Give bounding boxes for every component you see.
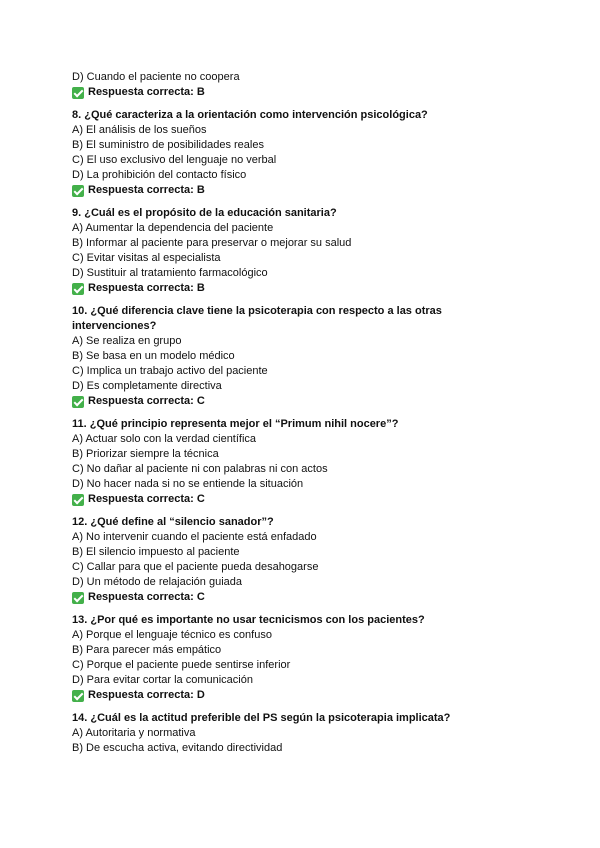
correct-answer-text: Respuesta correcta: C (88, 591, 205, 603)
option-c: C) Porque el paciente puede sentirse inferior (72, 659, 291, 671)
correct-answer (72, 394, 542, 409)
option-d: D) Cuando el paciente no coopera (72, 71, 240, 83)
correct-answer (72, 492, 542, 507)
option-b: B) Se basa en un modelo médico (72, 350, 235, 362)
option-b: B) Priorizar siempre la técnica (72, 448, 219, 460)
correct-answer (72, 688, 542, 703)
option-c: C) No dañar al paciente ni con palabras ni con actos (72, 463, 328, 475)
option-d: D) Un método de relajación guiada (72, 576, 242, 588)
correct-answer (72, 183, 542, 198)
correct-answer-text: Respuesta correcta: B (88, 86, 205, 98)
option-b: B) Para parecer más empático (72, 644, 222, 656)
correct-answer (72, 590, 542, 605)
check-icon (72, 592, 84, 604)
option-a: A) Porque el lenguaje técnico es confuso (72, 629, 272, 641)
option-d: D) Es completamente directiva (72, 380, 222, 392)
option-d: D) Sustituir al tratamiento farmacológico (72, 267, 268, 279)
correct-answer (72, 281, 542, 296)
question-14: 14. ¿Cuál es la actitud preferible del PS según la psicoterapia implicata? (72, 712, 451, 724)
question-13: 13. ¿Por qué es importante no usar tecnicismos con los pacientes? (72, 614, 425, 626)
check-icon (72, 396, 84, 408)
option-c: C) El uso exclusivo del lenguaje no verbal (72, 154, 277, 166)
document-page (72, 70, 542, 756)
option-a: A) Actuar solo con la verdad científica (72, 433, 257, 445)
question-11: 11. ¿Qué principio representa mejor el “Primum nihil nocere”? (72, 418, 399, 430)
option-a: A) Autoritaria y normativa (72, 727, 196, 739)
correct-answer-text: Respuesta correcta: B (88, 282, 205, 294)
option-b: B) El silencio impuesto al paciente (72, 546, 240, 558)
option-c: C) Evitar visitas al especialista (72, 252, 221, 264)
option-b: B) Informar al paciente para preservar o mejorar su salud (72, 237, 352, 249)
check-icon (72, 185, 84, 197)
check-icon (72, 690, 84, 702)
question-12: 12. ¿Qué define al “silencio sanador”? (72, 516, 274, 528)
check-icon (72, 283, 84, 295)
question-8: 8. ¿Qué caracteriza a la orientación como intervención psicológica? (72, 109, 428, 121)
option-d: D) Para evitar cortar la comunicación (72, 674, 253, 686)
option-a: A) Aumentar la dependencia del paciente (72, 222, 274, 234)
correct-answer-text: Respuesta correcta: C (88, 493, 205, 505)
correct-answer-text: Respuesta correcta: D (88, 689, 205, 701)
question-10-line-1: 10. ¿Qué diferencia clave tiene la psicoterapia con respecto a las otras (72, 305, 442, 317)
correct-answer (72, 85, 542, 100)
option-c: C) Callar para que el paciente pueda desahogarse (72, 561, 319, 573)
option-b: B) El suministro de posibilidades reales (72, 139, 264, 151)
option-d: D) La prohibición del contacto físico (72, 169, 247, 181)
option-b: B) De escucha activa, evitando directividad (72, 742, 283, 754)
option-a: A) No intervenir cuando el paciente está enfadado (72, 531, 317, 543)
option-c: C) Implica un trabajo activo del paciente (72, 365, 268, 377)
correct-answer-text: Respuesta correcta: C (88, 395, 205, 407)
option-d: D) No hacer nada si no se entiende la situación (72, 478, 304, 490)
option-a: A) El análisis de los sueños (72, 124, 207, 136)
correct-answer-text: Respuesta correcta: B (88, 184, 205, 196)
question-10-line-2: intervenciones? (72, 320, 157, 332)
question-9: 9. ¿Cuál es el propósito de la educación sanitaria? (72, 207, 337, 219)
option-a: A) Se realiza en grupo (72, 335, 182, 347)
check-icon (72, 87, 84, 99)
check-icon (72, 494, 84, 506)
